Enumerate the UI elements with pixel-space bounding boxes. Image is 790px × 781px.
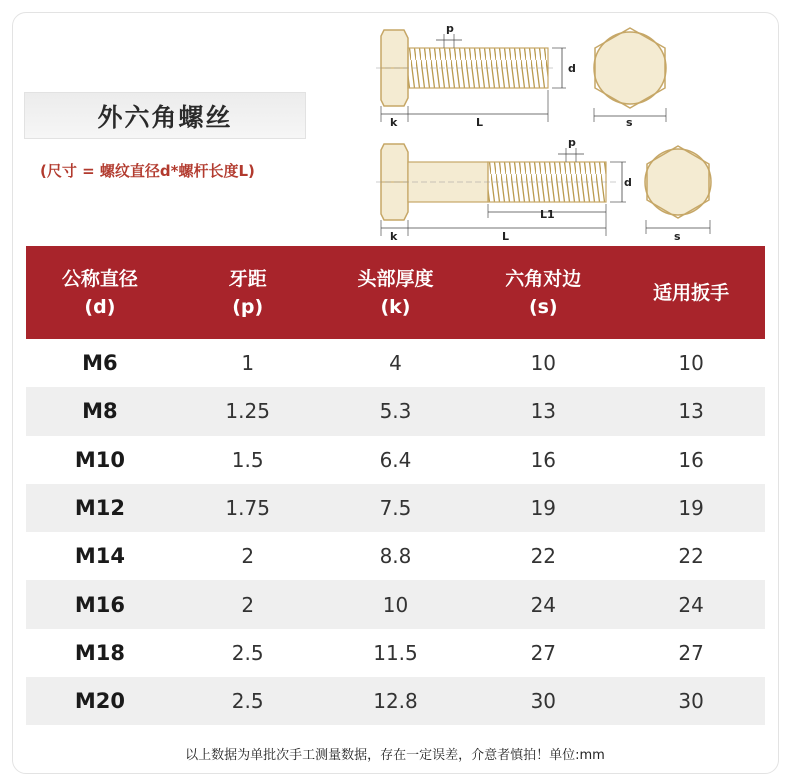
diameter-label: d [624, 176, 632, 189]
diameter-label: d [568, 62, 576, 75]
header-label: 六角对边 [505, 267, 582, 290]
value-cell: 24 [678, 592, 704, 617]
page-title: 外六角螺丝 [24, 92, 306, 139]
thread-length-label: L1 [540, 208, 555, 221]
size-cell: M10 [74, 447, 125, 472]
size-cell: M12 [74, 496, 125, 521]
value-cell: 4 [389, 351, 402, 376]
header-label: 头部厚度 [357, 267, 434, 290]
value-cell: 19 [678, 496, 704, 521]
value-cell: 12.8 [373, 689, 418, 714]
bolt-diagram-partial-thread [376, 134, 716, 244]
head-height-label: k [390, 116, 398, 129]
table-row [26, 580, 765, 628]
header-symbol: (d) [84, 295, 116, 318]
table-header [26, 246, 765, 339]
head-height-label: k [390, 230, 398, 243]
value-cell: 2 [241, 592, 255, 617]
header-head-height [322, 246, 470, 339]
table-row [26, 484, 765, 532]
value-cell: 1 [241, 351, 255, 376]
value-cell: 10 [382, 592, 409, 617]
header-label: 牙距 [228, 267, 267, 290]
value-cell: 30 [530, 689, 557, 714]
pitch-label: p [568, 136, 576, 149]
size-cell: M14 [74, 544, 125, 569]
measurement-disclaimer: 以上数据为单批次手工测量数据，存在一定误差，介意者慎拍！单位:mm [185, 748, 605, 763]
value-cell: 27 [678, 640, 704, 665]
value-cell: 22 [678, 544, 704, 569]
table-row [26, 677, 765, 725]
table-row [26, 629, 765, 677]
header-wrench-size [617, 246, 765, 339]
pitch-label: p [446, 22, 454, 35]
value-cell: 16 [530, 447, 557, 472]
value-cell: 10 [530, 351, 557, 376]
value-cell: 13 [530, 399, 557, 424]
across-flats-label: s [674, 230, 681, 243]
value-cell: 8.8 [379, 544, 412, 569]
value-cell: 1.75 [225, 496, 270, 521]
size-cell: M8 [82, 399, 118, 424]
value-cell: 22 [530, 544, 557, 569]
value-cell: 16 [678, 447, 704, 472]
size-cell: M18 [74, 640, 125, 665]
header-across-flats [469, 246, 617, 339]
value-cell: 2 [241, 544, 255, 569]
value-cell: 13 [678, 399, 704, 424]
header-symbol: (s) [528, 295, 558, 318]
header-label: 适用扳手 [653, 281, 730, 304]
spec-table [26, 246, 765, 725]
value-cell: 1.5 [231, 447, 264, 472]
table-row [26, 387, 765, 435]
value-cell: 5.3 [379, 399, 412, 424]
size-cell: M16 [74, 592, 125, 617]
across-flats-label: s [626, 116, 633, 129]
header-label: 公称直径 [61, 267, 138, 290]
value-cell: 1.25 [225, 399, 270, 424]
header-symbol: (p) [232, 295, 264, 318]
size-cell: M20 [74, 689, 125, 714]
value-cell: 24 [530, 592, 557, 617]
value-cell: 2.5 [231, 640, 264, 665]
header-nominal-diameter [26, 246, 174, 339]
table-row [26, 532, 765, 580]
length-label: L [502, 230, 510, 243]
header-pitch [174, 246, 322, 339]
bolt-diagram-full-thread [376, 20, 676, 130]
value-cell: 27 [530, 640, 557, 665]
size-formula-note: (尺寸 = 螺纹直径d*螺杆长度L) [40, 162, 255, 180]
value-cell: 11.5 [373, 640, 418, 665]
value-cell: 30 [678, 689, 704, 714]
value-cell: 2.5 [231, 689, 264, 714]
table-row [26, 339, 765, 387]
table-row [26, 436, 765, 484]
size-cell: M6 [82, 351, 118, 376]
value-cell: 10 [678, 351, 704, 376]
value-cell: 6.4 [379, 447, 412, 472]
header-symbol: (k) [380, 295, 411, 318]
value-cell: 19 [530, 496, 557, 521]
length-label: L [476, 116, 484, 129]
table-body [26, 339, 765, 725]
value-cell: 7.5 [379, 496, 412, 521]
